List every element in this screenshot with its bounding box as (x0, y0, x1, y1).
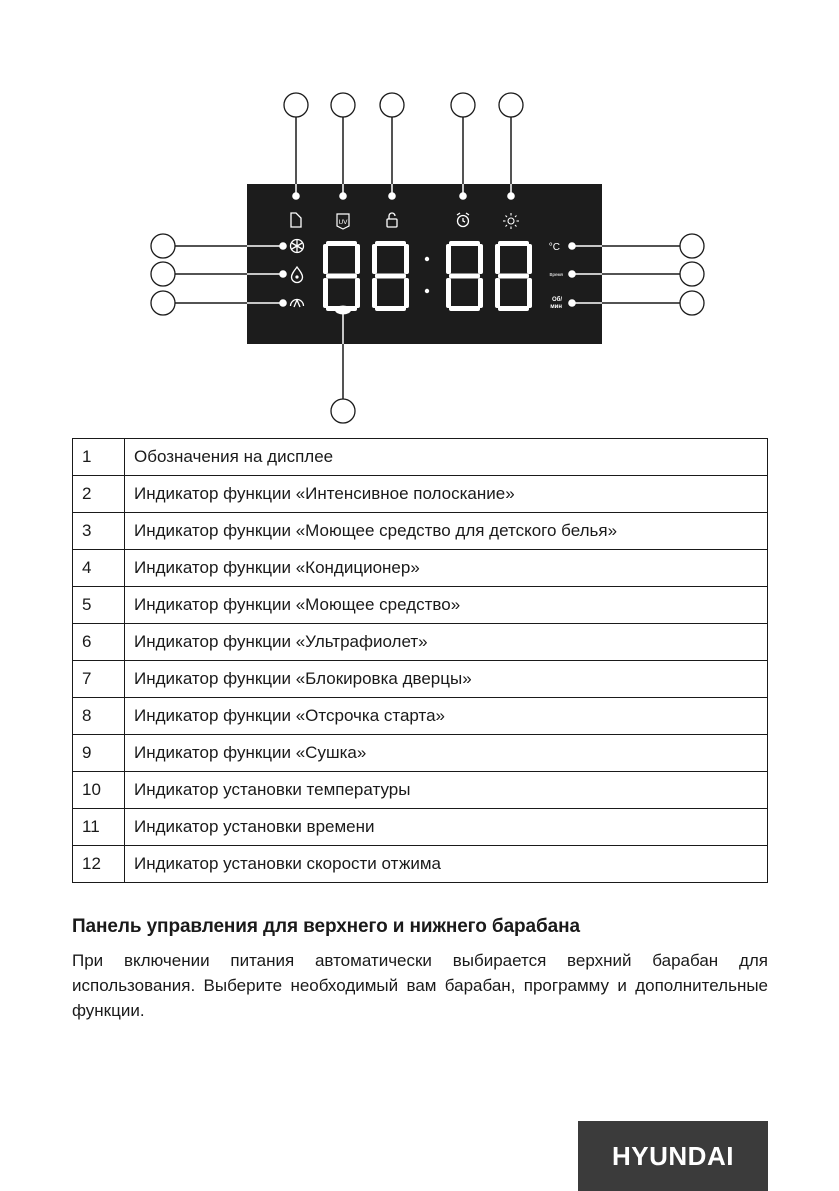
table-row (73, 698, 768, 735)
callout-circle (151, 234, 175, 258)
row-number: 2 (73, 476, 125, 513)
table-row (73, 550, 768, 587)
hyundai-logo (578, 1121, 768, 1191)
digit-segment (404, 244, 409, 274)
digit-segment (449, 306, 480, 311)
digit-segment (478, 278, 483, 308)
row-description: Индикатор функции «Интенсивное полоскание» (125, 476, 768, 513)
row-description: Индикатор функции «Ультрафиолет» (125, 624, 768, 661)
digit-segment (404, 278, 409, 308)
table-row (73, 809, 768, 846)
callout-circle (331, 93, 355, 117)
callout-circle (680, 262, 704, 286)
row-description: Индикатор функции «Сушка» (125, 735, 768, 772)
row-description: Индикатор установки скорости отжима (125, 846, 768, 883)
callout-circle (331, 399, 355, 423)
digit-segment (527, 244, 532, 274)
digit-segment (446, 244, 451, 274)
row-description: Индикатор установки температуры (125, 772, 768, 809)
digit-segment (527, 278, 532, 308)
digit-segment (375, 274, 406, 279)
digit-segment (323, 278, 328, 308)
display-panel-diagram (0, 0, 839, 430)
row-description: Индикатор функции «Моющее средство для детского белья» (125, 513, 768, 550)
row-number: 10 (73, 772, 125, 809)
section-title: Панель управления для верхнего и нижнего барабана (72, 916, 580, 937)
table-row (73, 735, 768, 772)
spin-label-line1: Об/ (551, 297, 562, 303)
section-body: При включении питания автоматически выбирается верхний барабан для использования. Выберите необходимый вам барабан, программу и дополнительные функции. (72, 951, 768, 1020)
digit-segment (495, 278, 500, 308)
digit-segment (375, 241, 406, 246)
row-description: Индикатор функции «Отсрочка старта» (125, 698, 768, 735)
digit-segment (449, 241, 480, 246)
row-number: 4 (73, 550, 125, 587)
digit-segment (323, 244, 328, 274)
callout-circle (380, 93, 404, 117)
digit-segment (449, 274, 480, 279)
digit-segment (375, 306, 406, 311)
row-number: 11 (73, 809, 125, 846)
time-label: Время (549, 272, 563, 277)
digit-segment (355, 278, 360, 308)
digit-segment (478, 244, 483, 274)
temperature-label: °C (548, 242, 560, 253)
digit-segment (446, 278, 451, 308)
digit-segment (326, 241, 357, 246)
table-row (73, 513, 768, 550)
digit-segment (326, 274, 357, 279)
digit-segment (498, 306, 529, 311)
digit-segment (372, 244, 377, 274)
callout-circle (151, 262, 175, 286)
row-number: 8 (73, 698, 125, 735)
digit-segment (498, 274, 529, 279)
digit-segment (495, 244, 500, 274)
row-number: 6 (73, 624, 125, 661)
table-row (73, 661, 768, 698)
legend-table (72, 438, 768, 883)
display-panel (247, 184, 602, 344)
row-number: 7 (73, 661, 125, 698)
row-number: 1 (73, 439, 125, 476)
callout-circle (680, 291, 704, 315)
row-description: Обозначения на дисплее (125, 439, 768, 476)
row-description: Индикатор установки времени (125, 809, 768, 846)
table-row (73, 476, 768, 513)
row-number: 5 (73, 587, 125, 624)
callout-circle (451, 93, 475, 117)
table-row (73, 624, 768, 661)
callout-circle (680, 234, 704, 258)
row-description: Индикатор функции «Моющее средство» (125, 587, 768, 624)
callout-circle (499, 93, 523, 117)
row-number: 12 (73, 846, 125, 883)
row-description: Индикатор функции «Кондиционер» (125, 550, 768, 587)
digit-segment (372, 278, 377, 308)
row-number: 3 (73, 513, 125, 550)
table-row (73, 587, 768, 624)
spin-label-line2: мин (550, 304, 562, 310)
callout-circle (151, 291, 175, 315)
brand-logo-text: HYUNDAI (612, 1140, 734, 1171)
table-row (73, 772, 768, 809)
display-marker (335, 306, 351, 315)
table-row (73, 439, 768, 476)
digit-segment (498, 241, 529, 246)
row-description: Индикатор функции «Блокировка дверцы» (125, 661, 768, 698)
row-number: 9 (73, 735, 125, 772)
digit-segment (355, 244, 360, 274)
table-row (73, 846, 768, 883)
svg-text:UV: UV (338, 219, 348, 226)
callout-circle (284, 93, 308, 117)
